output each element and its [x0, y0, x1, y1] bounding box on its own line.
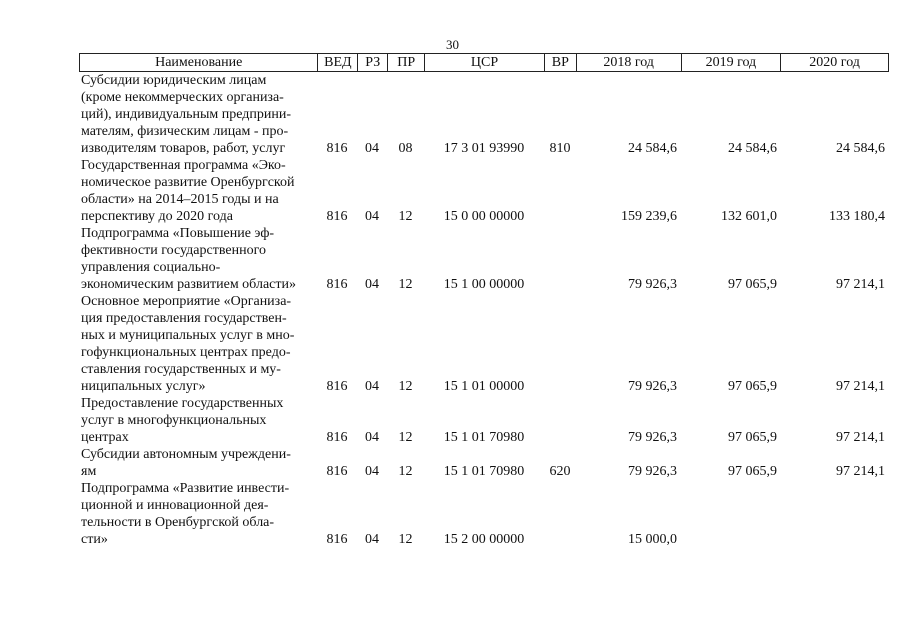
cell-2019: 97 065,9 — [728, 277, 777, 292]
cell-pr: 12 — [398, 464, 413, 479]
cell-name-line: Подпрограмма «Развитие инвести- — [81, 481, 290, 496]
cell-name-line: перспективу до 2020 года — [81, 209, 233, 224]
cell-pr: 12 — [398, 277, 413, 292]
cell-2018: 15 000,0 — [628, 532, 677, 547]
cell-name-line: ций), индивидуальным предприни- — [81, 107, 292, 122]
cell-csr: 15 1 00 00000 — [443, 277, 525, 292]
cell-name-line: ция предоставления государствен- — [81, 311, 287, 326]
cell-name — [79, 225, 317, 293]
cell-name — [79, 395, 317, 446]
cell-ved: 816 — [326, 532, 348, 547]
header-rz: РЗ — [357, 54, 387, 71]
header-csr: ЦСР — [424, 54, 544, 71]
table-row — [79, 225, 889, 293]
cell-name-line: ционной и инновационной дея- — [81, 498, 269, 513]
cell-2019: 97 065,9 — [728, 379, 777, 394]
cell-name — [79, 446, 317, 480]
cell-2020: 97 214,1 — [836, 430, 885, 445]
cell-name — [79, 157, 317, 225]
cell-name-line: центрах — [81, 430, 129, 445]
cell-2018: 24 584,6 — [628, 141, 677, 156]
cell-ved: 816 — [326, 379, 348, 394]
cell-name — [79, 480, 317, 548]
budget-table — [79, 53, 889, 548]
table-row — [79, 157, 889, 225]
cell-name-line: фективности государственного — [81, 243, 266, 258]
page-number: 30 — [446, 37, 459, 52]
header-ved: ВЕД — [317, 54, 357, 71]
cell-name-line: (кроме некоммерческих организа- — [81, 90, 284, 105]
cell-rz: 04 — [365, 430, 379, 445]
cell-csr: 15 0 00 00000 — [443, 209, 525, 224]
cell-name-line: ям — [81, 464, 97, 479]
cell-vr: 810 — [549, 141, 571, 156]
cell-csr: 15 1 01 70980 — [443, 430, 525, 445]
header-pr: ПР — [387, 54, 424, 71]
cell-name-line: тельности в Оренбургской обла- — [81, 515, 275, 530]
cell-vr: 620 — [549, 464, 571, 479]
cell-2019: 97 065,9 — [728, 464, 777, 479]
cell-ved: 816 — [326, 209, 348, 224]
cell-2018: 79 926,3 — [628, 464, 677, 479]
table-row — [79, 446, 889, 480]
header-2019: 2019 год — [681, 54, 781, 71]
cell-2018: 79 926,3 — [628, 379, 677, 394]
cell-name-line: ных и муниципальных услуг в мно- — [81, 328, 295, 343]
cell-csr: 15 1 01 70980 — [443, 464, 525, 479]
table-row — [79, 395, 889, 446]
cell-name-line: номическое развитие Оренбургской — [81, 175, 295, 190]
cell-name-line: гофункциональных центрах предо- — [81, 345, 291, 360]
table-row — [79, 293, 889, 395]
cell-pr: 12 — [398, 532, 413, 547]
cell-name-line: мателям, физическим лицам - про- — [81, 124, 289, 139]
cell-ved: 816 — [326, 430, 348, 445]
cell-name-line: ниципальных услуг» — [81, 379, 206, 394]
cell-name-line: Предоставление государственных — [81, 396, 284, 411]
cell-2020: 97 214,1 — [836, 379, 885, 394]
header-2018: 2018 год — [576, 54, 681, 71]
cell-rz: 04 — [365, 464, 379, 479]
table-header — [79, 53, 889, 72]
cell-ved: 816 — [326, 464, 348, 479]
header-name: Наименование — [155, 55, 243, 70]
cell-2019: 24 584,6 — [728, 141, 777, 156]
cell-ved: 816 — [326, 141, 348, 156]
cell-name-line: Субсидии юридическим лицам — [81, 73, 267, 88]
header-vr: ВР — [544, 54, 576, 71]
cell-csr: 15 2 00 00000 — [443, 532, 525, 547]
cell-2018: 159 239,6 — [621, 209, 677, 224]
cell-pr: 08 — [398, 141, 413, 156]
cell-name-line: ставления государственных и му- — [81, 362, 281, 377]
cell-rz: 04 — [365, 141, 379, 156]
table-row — [79, 480, 889, 548]
cell-name-line: Субсидии автономным учреждени- — [81, 447, 291, 462]
cell-2019: 97 065,9 — [728, 430, 777, 445]
cell-2020: 97 214,1 — [836, 277, 885, 292]
cell-pr: 12 — [398, 379, 413, 394]
cell-name-line: услуг в многофункциональных — [81, 413, 267, 428]
cell-name-line: управления социально- — [81, 260, 221, 275]
cell-2018: 79 926,3 — [628, 430, 677, 445]
cell-2019: 132 601,0 — [721, 209, 777, 224]
cell-csr: 15 1 01 00000 — [443, 379, 525, 394]
cell-name — [79, 293, 317, 395]
cell-rz: 04 — [365, 209, 379, 224]
cell-name-line: Основное мероприятие «Организа- — [81, 294, 292, 309]
cell-name — [79, 72, 317, 157]
cell-name-line: Подпрограмма «Повышение эф- — [81, 226, 275, 241]
table-row — [79, 72, 889, 157]
cell-name-line: области» на 2014–2015 годы и на — [81, 192, 279, 207]
cell-2020: 24 584,6 — [836, 141, 885, 156]
cell-name-line: Государственная программа «Эко- — [81, 158, 286, 173]
cell-2020: 97 214,1 — [836, 464, 885, 479]
cell-pr: 12 — [398, 209, 413, 224]
cell-rz: 04 — [365, 532, 379, 547]
cell-rz: 04 — [365, 379, 379, 394]
cell-rz: 04 — [365, 277, 379, 292]
cell-ved: 816 — [326, 277, 348, 292]
header-2020: 2020 год — [780, 54, 888, 71]
table-body — [79, 72, 889, 548]
cell-2020: 133 180,4 — [829, 209, 885, 224]
cell-csr: 17 3 01 93990 — [443, 141, 525, 156]
cell-pr: 12 — [398, 430, 413, 445]
cell-2018: 79 926,3 — [628, 277, 677, 292]
cell-name-line: изводителям товаров, работ, услуг — [81, 141, 286, 156]
cell-name-line: экономическим развитием области» — [81, 277, 296, 292]
cell-name-line: сти» — [81, 532, 108, 547]
